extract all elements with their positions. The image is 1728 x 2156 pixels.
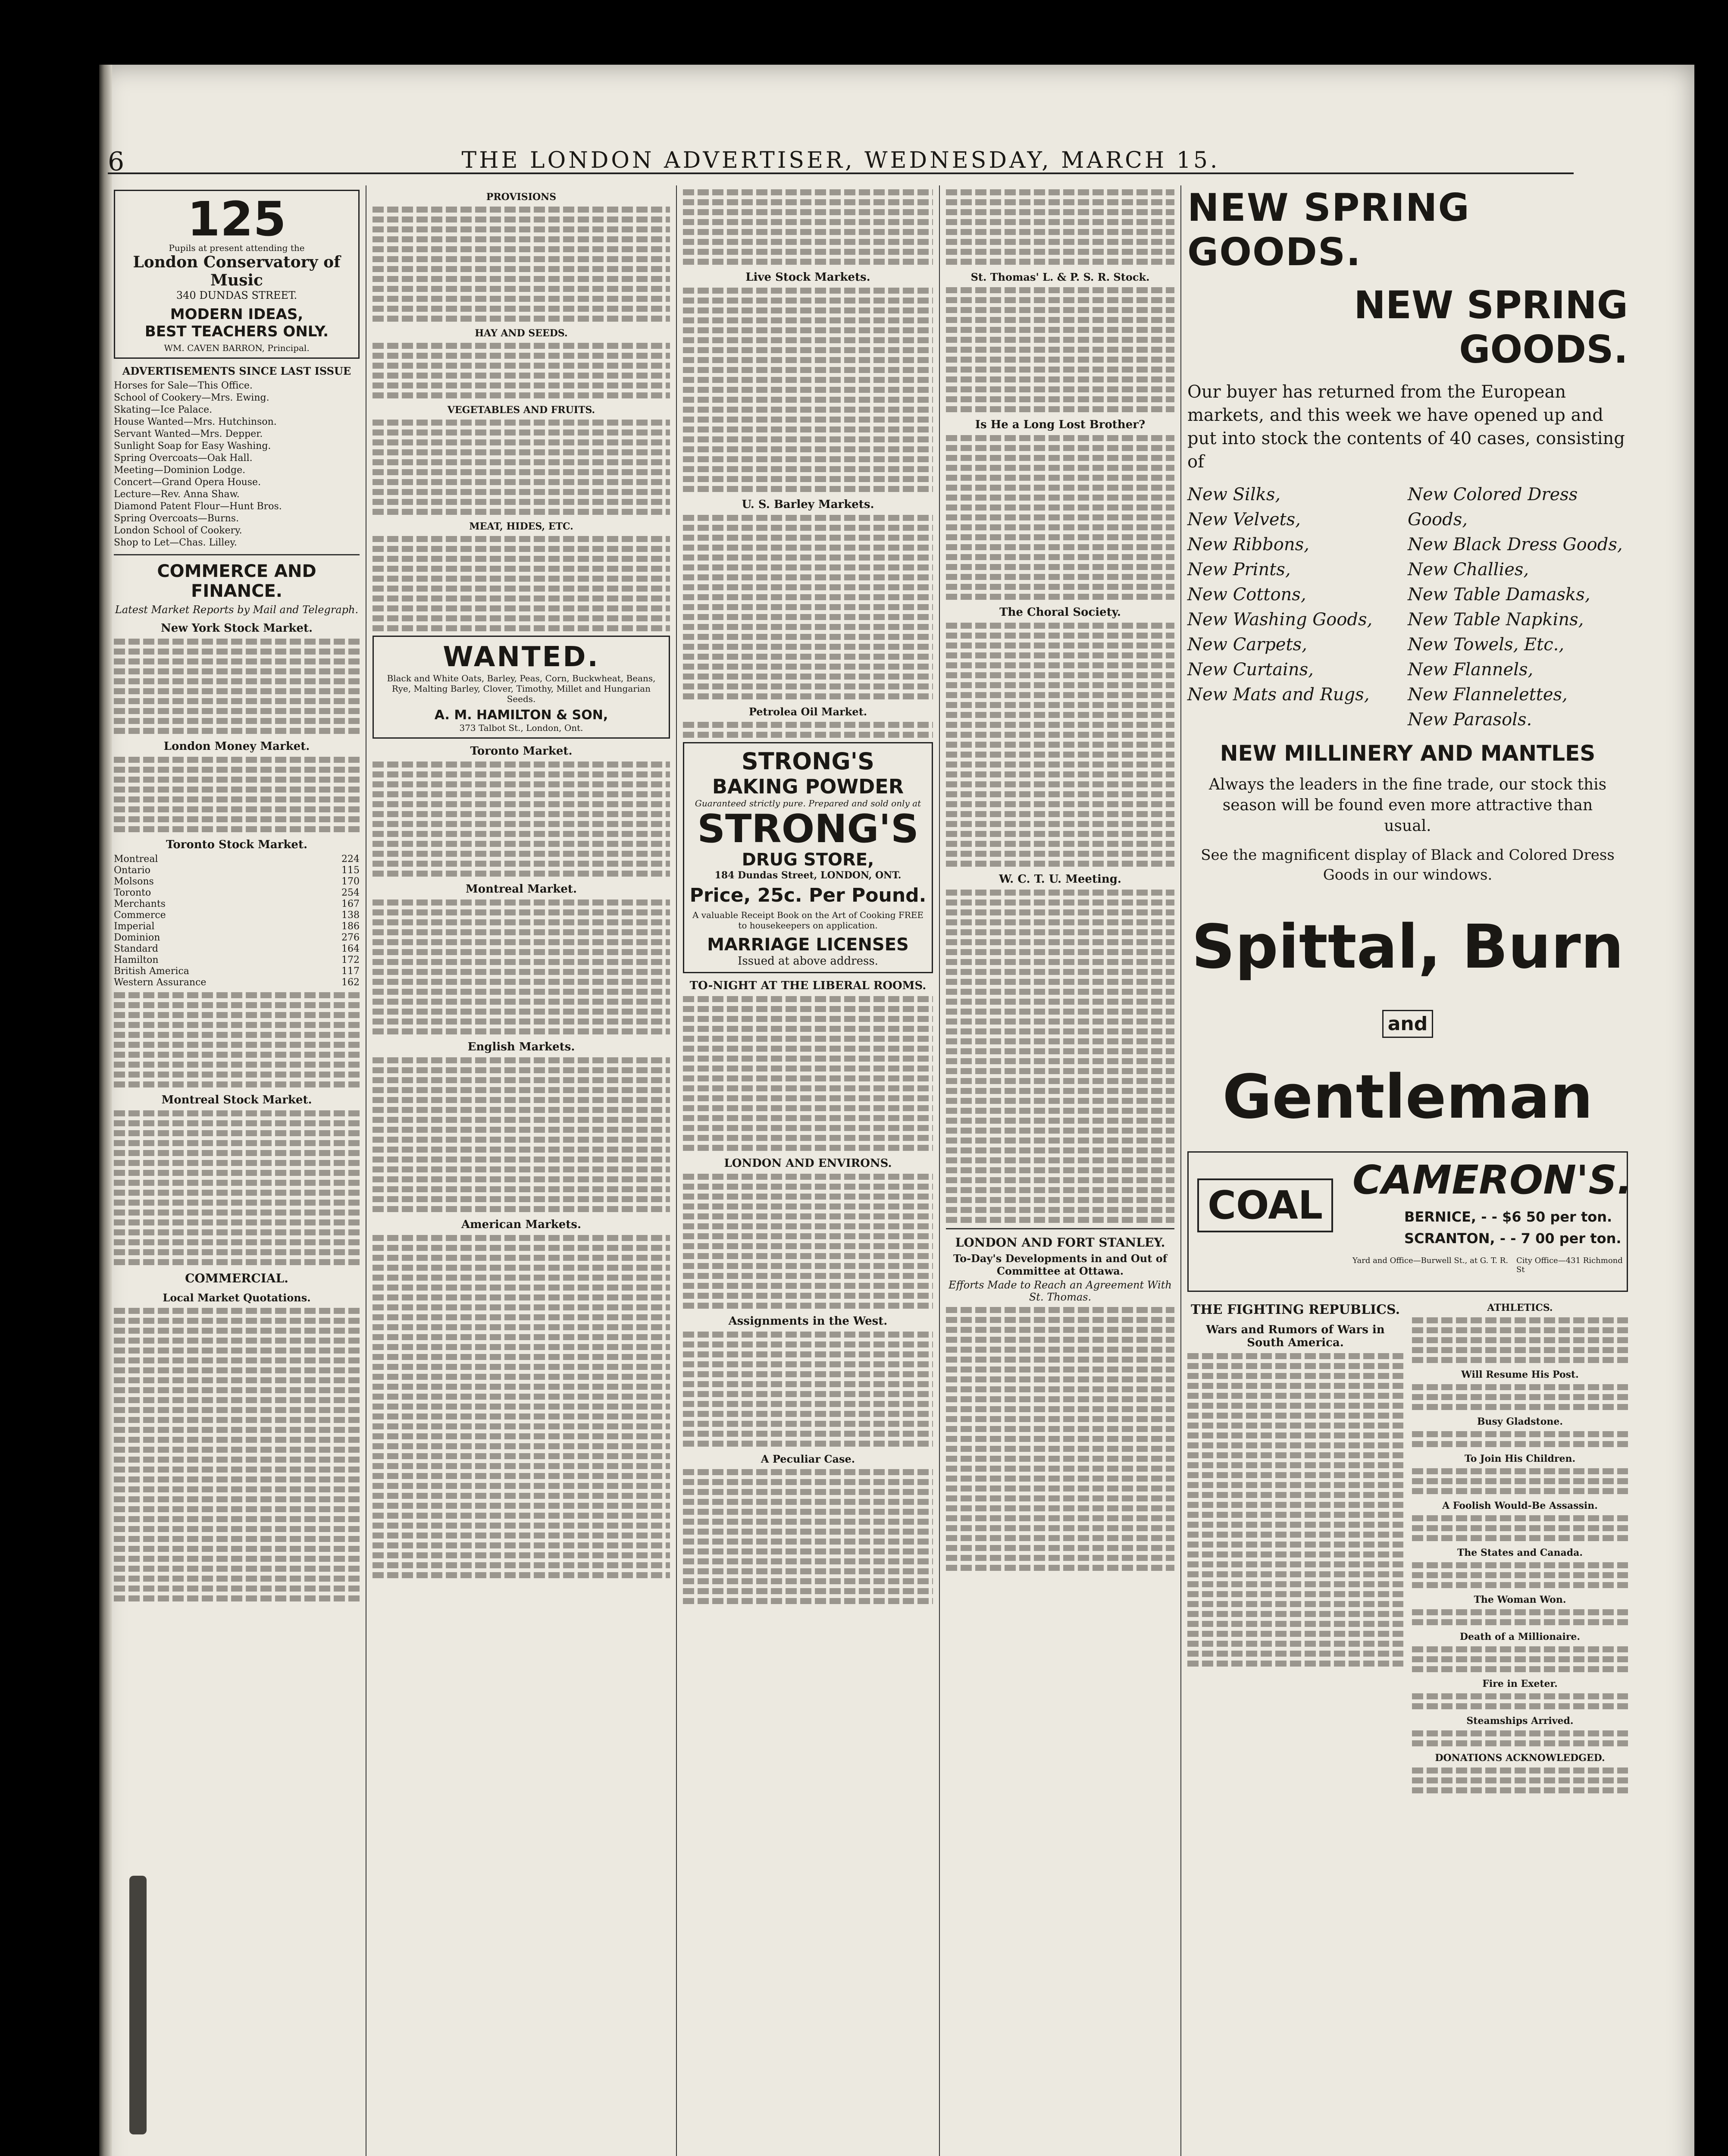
stock-name: Standard bbox=[114, 943, 158, 954]
stock-name: British America bbox=[114, 966, 189, 977]
strongs-subtitle: BAKING POWDER bbox=[712, 775, 904, 798]
stock-value: 162 bbox=[341, 977, 360, 988]
steamships-heading: Steamships Arrived. bbox=[1466, 1715, 1574, 1727]
stock-row bbox=[114, 876, 360, 887]
millionaire-heading: Death of a Millionaire. bbox=[1459, 1631, 1581, 1643]
stock-value: 276 bbox=[341, 932, 360, 943]
woman-text bbox=[1412, 1609, 1628, 1625]
goods-item: New Washing Goods, bbox=[1187, 610, 1373, 630]
stock-row bbox=[114, 932, 360, 943]
assignments-heading: Assignments in the West. bbox=[728, 1315, 888, 1328]
wanted-ad bbox=[373, 636, 670, 739]
firm-name-1: Spittal, Burn bbox=[1191, 912, 1624, 982]
strongs-address: 184 Dundas Street, LONDON, ONT. bbox=[714, 870, 902, 881]
commerce-heading: COMMERCE AND FINANCE. bbox=[157, 561, 316, 601]
stock-value: 172 bbox=[341, 955, 360, 965]
spring-goods-1: NEW SPRING GOODS. bbox=[1187, 185, 1470, 274]
ads-heading: ADVERTISEMENTS SINCE LAST ISSUE bbox=[122, 365, 351, 377]
ads-list bbox=[114, 380, 360, 549]
ad-entry: Sunlight Soap for Easy Washing. bbox=[114, 441, 271, 451]
strongs-store: STRONG'S bbox=[697, 806, 919, 852]
fire-heading: Fire in Exeter. bbox=[1482, 1678, 1558, 1690]
toronto-market-heading: Toronto Market. bbox=[470, 745, 573, 758]
republics-heading: THE FIGHTING REPUBLICS. bbox=[1190, 1302, 1400, 1318]
montreal-market-text bbox=[373, 899, 670, 1034]
provisions-heading: PROVISIONS bbox=[486, 191, 557, 203]
canada-heading: The States and Canada. bbox=[1457, 1547, 1583, 1559]
coal-ad bbox=[1187, 1151, 1632, 1292]
leaders-text: Always the leaders in the fine trade, our stock this season will be found even more attractive than usual. bbox=[1208, 776, 1607, 835]
stock-heading: St. Thomas' L. & P. S. R. Stock. bbox=[970, 271, 1150, 283]
conservatory-line: Pupils at present attending the bbox=[169, 243, 305, 253]
donations-heading: DONATIONS ACKNOWLEDGED. bbox=[1435, 1752, 1605, 1764]
money-text bbox=[114, 757, 360, 832]
stock-value: 138 bbox=[341, 910, 360, 921]
ad-entry: Skating—Ice Palace. bbox=[114, 404, 213, 415]
intro-text bbox=[946, 189, 1174, 265]
fort-stanley-heading: LONDON AND FORT STANLEY. bbox=[955, 1235, 1165, 1250]
goods-item: New Prints, bbox=[1187, 560, 1291, 580]
local-market-text bbox=[114, 1308, 360, 1601]
goods-item: New Cottons, bbox=[1187, 585, 1306, 605]
stock-row bbox=[114, 943, 360, 955]
stock-value: 115 bbox=[341, 865, 360, 876]
stock-row bbox=[114, 910, 360, 921]
conservatory-name: London Conservatory of Music bbox=[133, 253, 341, 289]
toronto-stock-heading: Toronto Stock Market. bbox=[166, 838, 308, 851]
goods-item: New Velvets, bbox=[1187, 510, 1301, 530]
barley-text bbox=[683, 515, 933, 699]
coal-word: COAL bbox=[1197, 1178, 1333, 1232]
stock-table bbox=[114, 854, 360, 988]
wanted-firm: A. M. HAMILTON & SON, bbox=[434, 708, 608, 723]
stock-name: Ontario bbox=[114, 865, 150, 876]
petrolea-heading: Petrolea Oil Market. bbox=[748, 705, 867, 718]
environs-heading: LONDON AND ENVIRONS. bbox=[724, 1157, 892, 1170]
stock-name: Toronto bbox=[114, 887, 151, 898]
ny-stock-text bbox=[114, 639, 360, 734]
montreal-stock-heading: Montreal Stock Market. bbox=[161, 1094, 312, 1106]
column-5 bbox=[1181, 185, 1634, 2156]
goods-item: New Flannels, bbox=[1408, 660, 1534, 680]
column-4 bbox=[940, 185, 1181, 2156]
firm-name-2-text: Gentleman bbox=[1222, 1062, 1593, 1133]
stock-row bbox=[114, 955, 360, 966]
meat-text bbox=[373, 536, 670, 631]
barley-heading: U. S. Barley Markets. bbox=[742, 498, 874, 511]
column-3 bbox=[677, 185, 940, 2156]
goods-item: New Challies, bbox=[1408, 560, 1529, 580]
choral-heading: The Choral Society. bbox=[999, 606, 1121, 619]
stock-name: Hamilton bbox=[114, 955, 159, 965]
goods-item: New Colored Dress Goods, bbox=[1408, 485, 1578, 530]
strongs-store-sub: DRUG STORE, bbox=[742, 850, 874, 870]
stock-name: Dominion bbox=[114, 932, 160, 943]
money-heading: London Money Market. bbox=[163, 740, 310, 753]
montreal-stock-text bbox=[114, 1110, 360, 1265]
gladstone-heading: Busy Gladstone. bbox=[1477, 1416, 1563, 1428]
fort-stanley-sub: To-Day's Developments in and Out of Committee at Ottawa. bbox=[953, 1252, 1168, 1277]
goods-item: New Mats and Rugs, bbox=[1187, 685, 1370, 705]
veg-heading: VEGETABLES AND FRUITS. bbox=[447, 404, 595, 416]
hay-heading: HAY AND SEEDS. bbox=[475, 328, 568, 339]
ad-entry: School of Cookery—Mrs. Ewing. bbox=[114, 392, 269, 403]
news-column bbox=[1412, 1296, 1628, 1797]
stock-row bbox=[114, 921, 360, 932]
column-2 bbox=[366, 185, 677, 2156]
stock-value: 224 bbox=[341, 854, 360, 865]
children-heading: To Join His Children. bbox=[1464, 1453, 1576, 1465]
stock-name: Merchants bbox=[114, 899, 166, 909]
english-markets-heading: English Markets. bbox=[467, 1040, 575, 1053]
stock-value: 254 bbox=[341, 887, 360, 898]
stock-value: 186 bbox=[341, 921, 360, 932]
coal-city: City Office—431 Richmond St bbox=[1516, 1256, 1623, 1275]
assassin-text bbox=[1412, 1515, 1628, 1541]
environs-text bbox=[683, 1174, 933, 1309]
veg-text bbox=[373, 420, 670, 515]
brother-text bbox=[946, 435, 1174, 600]
petrolea-text bbox=[683, 722, 933, 738]
ny-stock-heading: New York Stock Market. bbox=[160, 622, 313, 635]
coal-yard: Yard and Office—Burwell St., at G. T. R. bbox=[1352, 1256, 1509, 1266]
fort-stanley-sub2: Efforts Made to Reach an Agreement With St. Thomas. bbox=[949, 1279, 1172, 1303]
steamships-text bbox=[1412, 1730, 1628, 1746]
goods-item: New Ribbons, bbox=[1187, 535, 1309, 555]
brother-heading: Is He a Long Lost Brother? bbox=[975, 418, 1146, 431]
coal-bernice: BERNICE, - - $6 50 per ton. bbox=[1404, 1209, 1612, 1225]
fire-text bbox=[1412, 1693, 1628, 1709]
resume-text bbox=[1412, 1384, 1628, 1410]
conservatory-principal: WM. CAVEN BARRON, Principal. bbox=[164, 343, 310, 353]
stock-name: Montreal bbox=[114, 854, 158, 865]
stock-value: 164 bbox=[341, 943, 360, 954]
ad-entry: Meeting—Dominion Lodge. bbox=[114, 465, 246, 476]
ad-entry: Spring Overcoats—Oak Hall. bbox=[114, 453, 253, 464]
strongs-line: Guaranteed strictly pure. Prepared and sold only at bbox=[695, 798, 921, 808]
stock-value: 167 bbox=[341, 899, 360, 909]
stock-row bbox=[114, 977, 360, 988]
conservatory-address: 340 DUNDAS STREET. bbox=[176, 289, 297, 301]
gladstone-text bbox=[1412, 1431, 1628, 1447]
goods-item: New Towels, Etc., bbox=[1408, 635, 1565, 655]
republics-sub: Wars and Rumors of Wars in South America. bbox=[1206, 1323, 1385, 1350]
montreal-market-heading: Montreal Market. bbox=[466, 883, 577, 896]
live-stock-heading: Live Stock Markets. bbox=[745, 271, 870, 284]
newspaper-title: THE LONDON ADVERTISER, WEDNESDAY, MARCH 15. bbox=[461, 147, 1220, 173]
goods-item: New Black Dress Goods, bbox=[1408, 535, 1623, 555]
meat-heading: MEAT, HIDES, ETC. bbox=[469, 521, 573, 532]
liberal-text bbox=[683, 996, 933, 1151]
local-market-heading: Local Market Quotations. bbox=[163, 1291, 311, 1304]
ad-entry: Servant Wanted—Mrs. Depper. bbox=[114, 429, 263, 439]
strongs-ad bbox=[683, 742, 933, 973]
goods-item: New Table Damasks, bbox=[1408, 585, 1590, 605]
conservatory-ad bbox=[114, 190, 360, 359]
goods-grid bbox=[1187, 482, 1628, 732]
ad-entry: Spring Overcoats—Burns. bbox=[114, 513, 239, 524]
ad-entry: London School of Cookery. bbox=[114, 525, 242, 536]
grain-text bbox=[683, 189, 933, 265]
stock-name: Imperial bbox=[114, 921, 155, 932]
wctu-heading: W. C. T. U. Meeting. bbox=[999, 873, 1121, 886]
canada-text bbox=[1412, 1562, 1628, 1588]
donations-text bbox=[1412, 1767, 1628, 1793]
assignments-text bbox=[683, 1332, 933, 1447]
republics-column bbox=[1187, 1296, 1403, 1797]
conservatory-tag1: MODERN IDEAS, bbox=[170, 306, 304, 323]
assassin-heading: A Foolish Would-Be Assassin. bbox=[1442, 1500, 1598, 1512]
display-text: See the magnificent display of Black and Colored Dress Goods in our windows. bbox=[1201, 846, 1615, 884]
stock-row bbox=[114, 899, 360, 910]
goods-left bbox=[1187, 482, 1408, 732]
firm-and: and bbox=[1382, 1010, 1434, 1038]
strongs-receipt: A valuable Receipt Book on the Art of Cooking FREE to housekeepers on application. bbox=[692, 910, 924, 931]
firm-name-2 bbox=[1187, 984, 1628, 1134]
strongs-title: STRONG'S bbox=[741, 748, 875, 775]
choral-text bbox=[946, 623, 1174, 867]
bottom-columns bbox=[1187, 1296, 1628, 1797]
stock-row bbox=[114, 865, 360, 876]
peculiar-text bbox=[683, 1469, 933, 1604]
spring-body: Our buyer has returned from the European markets, and this week we have opened up and put into stock the contents of 40 cases, consisting of bbox=[1187, 382, 1625, 472]
liberal-heading: TO-NIGHT AT THE LIBERAL ROOMS. bbox=[689, 979, 927, 992]
pupil-count: 125 bbox=[187, 191, 286, 247]
goods-item: New Carpets, bbox=[1187, 635, 1307, 655]
stock-value: 117 bbox=[341, 966, 360, 977]
ad-entry: Horses for Sale—This Office. bbox=[114, 380, 253, 391]
fort-stanley-text bbox=[946, 1307, 1174, 1571]
toronto-market-text bbox=[373, 761, 670, 877]
american-markets-text bbox=[373, 1235, 670, 1578]
hay-text bbox=[373, 343, 670, 398]
goods-item: New Table Napkins, bbox=[1408, 610, 1584, 630]
wanted-title: WANTED. bbox=[443, 641, 600, 673]
athletics-text bbox=[1412, 1317, 1628, 1363]
athletics-heading: ATHLETICS. bbox=[1487, 1302, 1553, 1314]
stock-text bbox=[114, 992, 360, 1087]
stock-value: 170 bbox=[341, 876, 360, 887]
goods-item: New Silks, bbox=[1187, 485, 1281, 505]
goods-item: New Flannelettes, bbox=[1408, 685, 1568, 705]
ad-entry: Shop to Let—Chas. Lilley. bbox=[114, 537, 237, 548]
coal-scranton: SCRANTON, - - 7 00 per ton. bbox=[1404, 1230, 1622, 1247]
ad-entry: Diamond Patent Flour—Hunt Bros. bbox=[114, 501, 282, 512]
stock-row bbox=[114, 887, 360, 899]
provisions-text bbox=[373, 207, 670, 322]
strongs-price: Price, 25c. Per Pound. bbox=[689, 884, 927, 906]
goods-item: New Parasols. bbox=[1408, 710, 1532, 730]
woman-heading: The Woman Won. bbox=[1474, 1594, 1566, 1606]
goods-right bbox=[1408, 482, 1628, 732]
ad-entry: Concert—Grand Opera House. bbox=[114, 477, 261, 488]
goods-item: New Curtains, bbox=[1187, 660, 1314, 680]
binding-tab bbox=[129, 1876, 147, 2134]
conservatory-tag2: BEST TEACHERS ONLY. bbox=[144, 323, 329, 340]
ad-entry: Lecture—Rev. Anna Shaw. bbox=[114, 489, 240, 500]
live-stock-text bbox=[683, 288, 933, 492]
spring-goods-2: NEW SPRING GOODS. bbox=[1354, 283, 1628, 372]
licenses-issued: Issued at above address. bbox=[738, 955, 878, 968]
american-markets-heading: American Markets. bbox=[461, 1218, 581, 1231]
page-number: 6 bbox=[108, 147, 125, 177]
column-1 bbox=[108, 185, 366, 2156]
stock-text-4 bbox=[946, 287, 1174, 412]
english-markets-text bbox=[373, 1057, 670, 1212]
stock-row bbox=[114, 966, 360, 977]
commerce-subheading: Latest Market Reports by Mail and Telegraph. bbox=[115, 604, 359, 616]
coal-firm: CAMERON'S. bbox=[1352, 1157, 1632, 1203]
marriage-licenses: MARRIAGE LICENSES bbox=[707, 935, 909, 955]
stock-name: Commerce bbox=[114, 910, 166, 921]
commercial-heading: COMMERCIAL. bbox=[185, 1271, 288, 1285]
republics-text bbox=[1187, 1353, 1403, 1667]
children-text bbox=[1412, 1468, 1628, 1494]
millionaire-text bbox=[1412, 1646, 1628, 1672]
wctu-text bbox=[946, 890, 1174, 1223]
wanted-body: Black and White Oats, Barley, Peas, Corn, Buckwheat, Beans, Rye, Malting Barley, Clover, Timothy, Millet and Hungarian Seeds. bbox=[387, 673, 656, 704]
peculiar-heading: A Peculiar Case. bbox=[761, 1453, 855, 1465]
masthead bbox=[108, 142, 1574, 177]
stock-name: Molsons bbox=[114, 876, 154, 887]
stock-row bbox=[114, 854, 360, 865]
millinery-heading: NEW MILLINERY AND MANTLES bbox=[1220, 741, 1596, 766]
ad-entry: House Wanted—Mrs. Hutchinson. bbox=[114, 417, 277, 427]
stock-name: Western Assurance bbox=[114, 977, 207, 988]
wanted-address: 373 Talbot St., London, Ont. bbox=[459, 723, 583, 733]
resume-heading: Will Resume His Post. bbox=[1461, 1369, 1579, 1381]
